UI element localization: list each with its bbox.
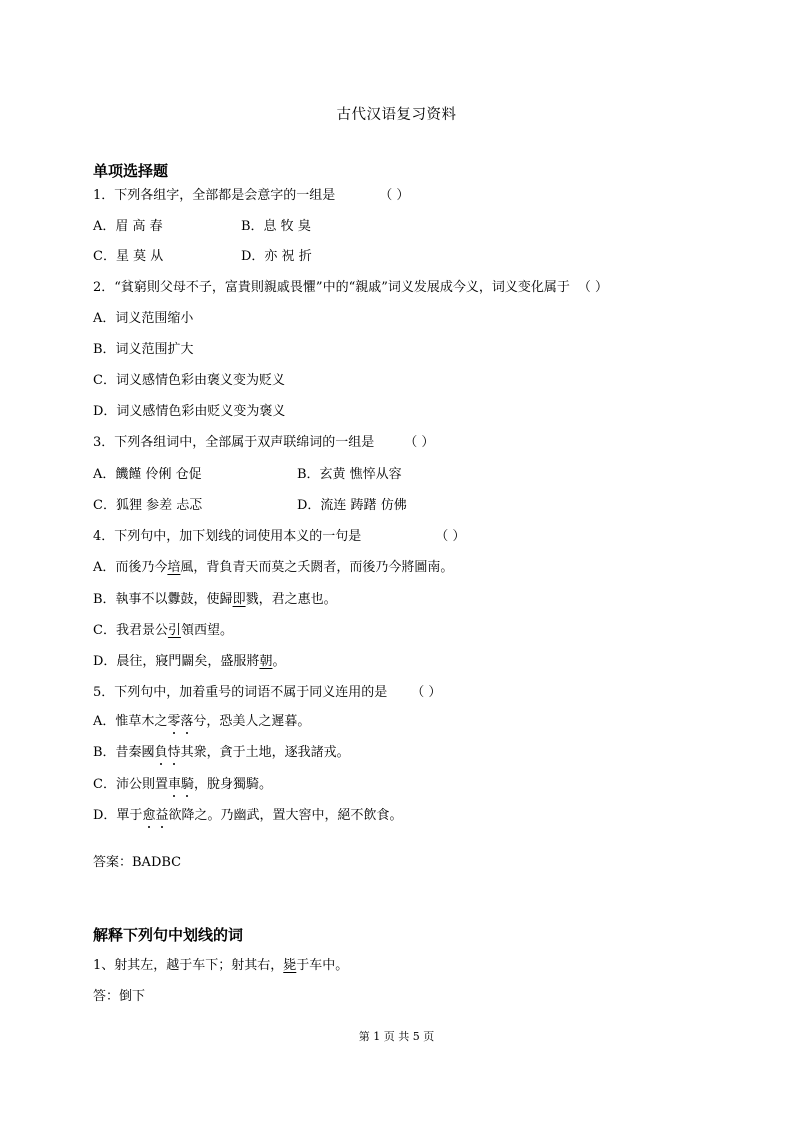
question-3-options-row-1 [93, 466, 402, 484]
option-b [93, 744, 350, 762]
option-text: D．晨往，寢門闢矣，盛服將 [93, 654, 260, 669]
emphasized-char: 益 [155, 808, 169, 823]
option-b: B．玄黄 憔悴从容 [297, 467, 402, 482]
option-a: A．饑饉 伶俐 仓促 [93, 467, 202, 482]
question-text: 1、射其左，越于车下；射其右， [93, 958, 284, 973]
question-5-paren: （ ） [411, 685, 442, 700]
emphasized-char: 騎 [180, 777, 194, 792]
option-text: B．昔秦國 [93, 745, 155, 760]
emphasized-char: 落 [180, 714, 194, 729]
underlined-word: 引 [167, 623, 181, 638]
option-c [93, 622, 233, 640]
option-a: A．眉 高 春 [93, 219, 163, 234]
option-text: C．沛公則置 [93, 777, 168, 792]
question-2 [93, 279, 608, 297]
question-1-options-row-1 [93, 218, 311, 236]
explain-question-1 [93, 957, 348, 975]
emphasized-char: 零 [167, 714, 181, 729]
option-a [93, 713, 310, 731]
question-3 [93, 434, 434, 452]
option-text: 領西望。 [180, 623, 233, 638]
option-c: C．狐狸 参差 忐忑 [93, 498, 203, 513]
question-1-stem: 1．下列各组字，全部都是会意字的一组是 [93, 188, 336, 203]
explain-answer-1: 答：倒下 [93, 989, 146, 1004]
question-5 [93, 684, 441, 702]
question-2-stem: 2．“貧窮則父母不子，富貴則親戚畏懼”中的“親戚”词义发展成今义，词义变化属于 [93, 280, 570, 295]
section-heading-multiple-choice: 单项选择题 [93, 162, 169, 180]
underlined-word: 培 [167, 560, 181, 575]
option-text: D．單于 [93, 808, 143, 823]
option-d: D．词义感情色彩由贬义变为褒义 [93, 404, 286, 419]
page-title: 古代汉语复习资料 [336, 107, 457, 123]
question-3-options-row-2 [93, 497, 407, 515]
question-4-stem: 4．下列句中，加下划线的词使用本义的一句是 [93, 529, 362, 544]
option-text: 戮，君之惠也。 [245, 592, 337, 607]
underlined-word: 朝 [259, 654, 273, 669]
question-3-stem: 3．下列各组词中，全部属于双声联绵词的一组是 [93, 435, 375, 450]
option-c [93, 776, 272, 794]
option-d: D．流连 踌躇 仿佛 [297, 498, 407, 513]
question-text: 于车中。 [296, 958, 349, 973]
option-text: A．惟草木之 [93, 714, 168, 729]
option-a [93, 559, 453, 577]
option-c: C．星 莫 从 [93, 249, 164, 264]
question-4 [93, 528, 465, 546]
option-text: 兮，恐美人之遲暮。 [193, 714, 311, 729]
underlined-word: 即 [232, 592, 246, 607]
option-text: 其衆，貪于土地，逐我諸戎。 [180, 745, 350, 760]
emphasized-char: 負 [154, 745, 168, 760]
option-c: C．词义感情色彩由褒义变为贬义 [93, 373, 285, 388]
emphasized-char: 愈 [142, 808, 156, 823]
option-b [93, 591, 337, 609]
question-2-paren: （ ） [577, 280, 608, 295]
option-text: 。 [272, 654, 286, 669]
question-1-paren: （ ） [379, 188, 410, 203]
question-1 [93, 187, 409, 205]
option-text: 風，背負青天而莫之夭閼者，而後乃今將圖南。 [180, 560, 454, 575]
option-a: A．词义范围缩小 [93, 311, 194, 326]
answer-line: 答案：BADBC [93, 855, 182, 870]
option-d [93, 807, 402, 825]
emphasized-char: 車 [167, 777, 181, 792]
option-text: C．我君景公 [93, 623, 168, 638]
page-footer: 第 1 页 共 5 页 [358, 1030, 435, 1043]
section-heading-explain-words: 解释下列句中划线的词 [93, 926, 244, 944]
option-b: B．词义范围扩大 [93, 342, 194, 357]
option-text: ，脫身獨騎。 [193, 777, 272, 792]
question-5-stem: 5．下列句中，加着重号的词语不属于同义连用的是 [93, 685, 388, 700]
option-text: A．而後乃今 [93, 560, 168, 575]
question-3-paren: （ ） [404, 435, 435, 450]
option-d [93, 653, 285, 671]
option-text: B．執事不以釁鼓，使歸 [93, 592, 233, 607]
question-1-options-row-2 [93, 248, 312, 266]
option-b: B．息 牧 臭 [241, 219, 311, 234]
emphasized-char: 恃 [167, 745, 181, 760]
option-text: 欲降之。乃幽武，置大窖中，絕不飲食。 [168, 808, 403, 823]
underlined-word: 毙 [283, 958, 297, 973]
option-d: D．亦 祝 折 [241, 249, 312, 264]
question-4-paren: （ ） [435, 529, 466, 544]
